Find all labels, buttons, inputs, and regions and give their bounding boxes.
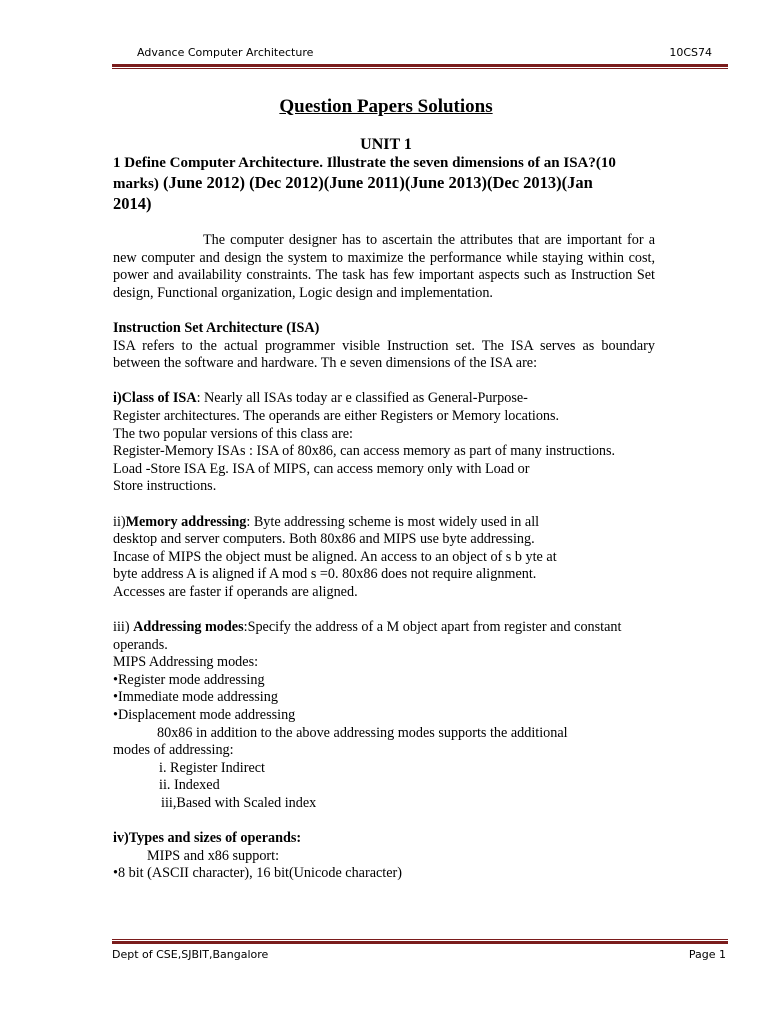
addressing-modes-line-4: 80x86 in addition to the above addressing modes supports the additional — [157, 724, 568, 741]
header-course-code: 10CS74 — [669, 46, 712, 59]
footer-page-number: Page 1 — [688, 948, 726, 961]
addressing-modes-line-5: modes of addressing: — [113, 742, 234, 759]
addressing-modes-label: Addressing modes — [133, 619, 244, 636]
list-item: •Displacement mode addressing — [113, 707, 296, 724]
operands-heading-text: iv)Types and sizes of operands: — [113, 830, 302, 847]
addressing-modes-text: :Specify the address of a M object apart from register and constant — [243, 619, 622, 636]
question-marks: marks) — [113, 176, 159, 192]
memory-addressing-label: Memory addressing — [125, 513, 247, 530]
class-of-isa-line-3: The two popular versions of this class are: — [113, 425, 353, 442]
isa-paragraph: ISA refers to the actual programmer visible Instruction set. The ISA serves as boundary between the software and hardware. Th e seven dimensions of the ISA are: — [113, 337, 655, 372]
memory-addressing-text: : Byte addressing scheme is most widely used in all — [246, 513, 540, 530]
list-item: •Immediate mode addressing — [113, 689, 278, 706]
memory-addressing-line-3: Incase of MIPS the object must be aligned. An access to an object of s b yte at — [113, 548, 557, 565]
intro-paragraph — [113, 232, 655, 302]
header-rule — [112, 64, 728, 69]
class-of-isa-line-5: Load -Store ISA Eg. ISA of MIPS, can access memory only with Load or — [113, 460, 530, 477]
footer-rule — [112, 939, 728, 944]
class-of-isa-line-1 — [113, 390, 655, 408]
list-item: i. Register Indirect — [159, 759, 265, 776]
addressing-modes-line-1 — [113, 619, 655, 637]
question-dates: (June 2012) (Dec 2012)(June 2011)(June 2013)(Dec 2013)(Jan — [158, 173, 593, 192]
isa-heading — [113, 320, 655, 338]
operands-heading — [113, 830, 655, 848]
question-line-3: 2014) — [113, 194, 152, 213]
class-of-isa-line-2: Register architectures. The operands are either Registers or Memory locations. — [113, 407, 560, 424]
memory-addressing-line-4: byte address A is aligned if A mod s =0. 80x86 does not require alignment. — [113, 566, 537, 583]
list-item: ii. Indexed — [159, 777, 220, 794]
header-course-title: Advance Computer Architecture — [137, 46, 314, 59]
class-of-isa-text: : Nearly all ISAs today ar e classified as General-Purpose- — [196, 390, 528, 407]
addressing-modes-prefix: iii) — [113, 619, 134, 636]
memory-addressing-line-2: desktop and server computers. Both 80x86 and MIPS use byte addressing. — [113, 531, 535, 548]
footer-department: Dept of CSE,SJBIT,Bangalore — [112, 948, 269, 961]
isa-heading-text: Instruction Set Architecture (ISA) — [113, 319, 320, 336]
list-item: iii,Based with Scaled index — [161, 795, 317, 811]
class-of-isa-line-6: Store instructions. — [113, 478, 217, 495]
operands-line-2: •8 bit (ASCII character), 16 bit(Unicode character) — [113, 865, 402, 882]
memory-addressing-line-5: Accesses are faster if operands are aligned. — [113, 583, 358, 600]
question-line-2 — [113, 173, 658, 194]
unit-heading: UNIT 1 — [360, 136, 412, 153]
question-line-1: 1 Define Computer Architecture. Illustrate the seven dimensions of an ISA?(10 — [113, 155, 616, 171]
addressing-modes-line-2: operands. — [113, 636, 168, 653]
addressing-modes-line-3: MIPS Addressing modes: — [113, 654, 259, 671]
class-of-isa-label: i)Class of ISA — [113, 390, 197, 407]
answer-body — [113, 232, 655, 883]
memory-addressing-line-1 — [113, 514, 655, 532]
list-item: •Register mode addressing — [113, 671, 265, 688]
page-title: Question Papers Solutions — [279, 96, 493, 117]
memory-addressing-prefix: ii) — [113, 513, 126, 530]
operands-line-1: MIPS and x86 support: — [147, 847, 280, 864]
class-of-isa-line-4: Register-Memory ISAs : ISA of 80x86, can access memory as part of many instructions. — [113, 443, 616, 460]
question-heading — [113, 153, 658, 214]
intro-text: The computer designer has to ascertain the attributes that are important for a new computer and design the system to maximize the performance while staying within cost, power and availability constraints. The task has few important aspects such as Instruction Set design, Functional organization, Logic design and implementation. — [113, 232, 655, 301]
